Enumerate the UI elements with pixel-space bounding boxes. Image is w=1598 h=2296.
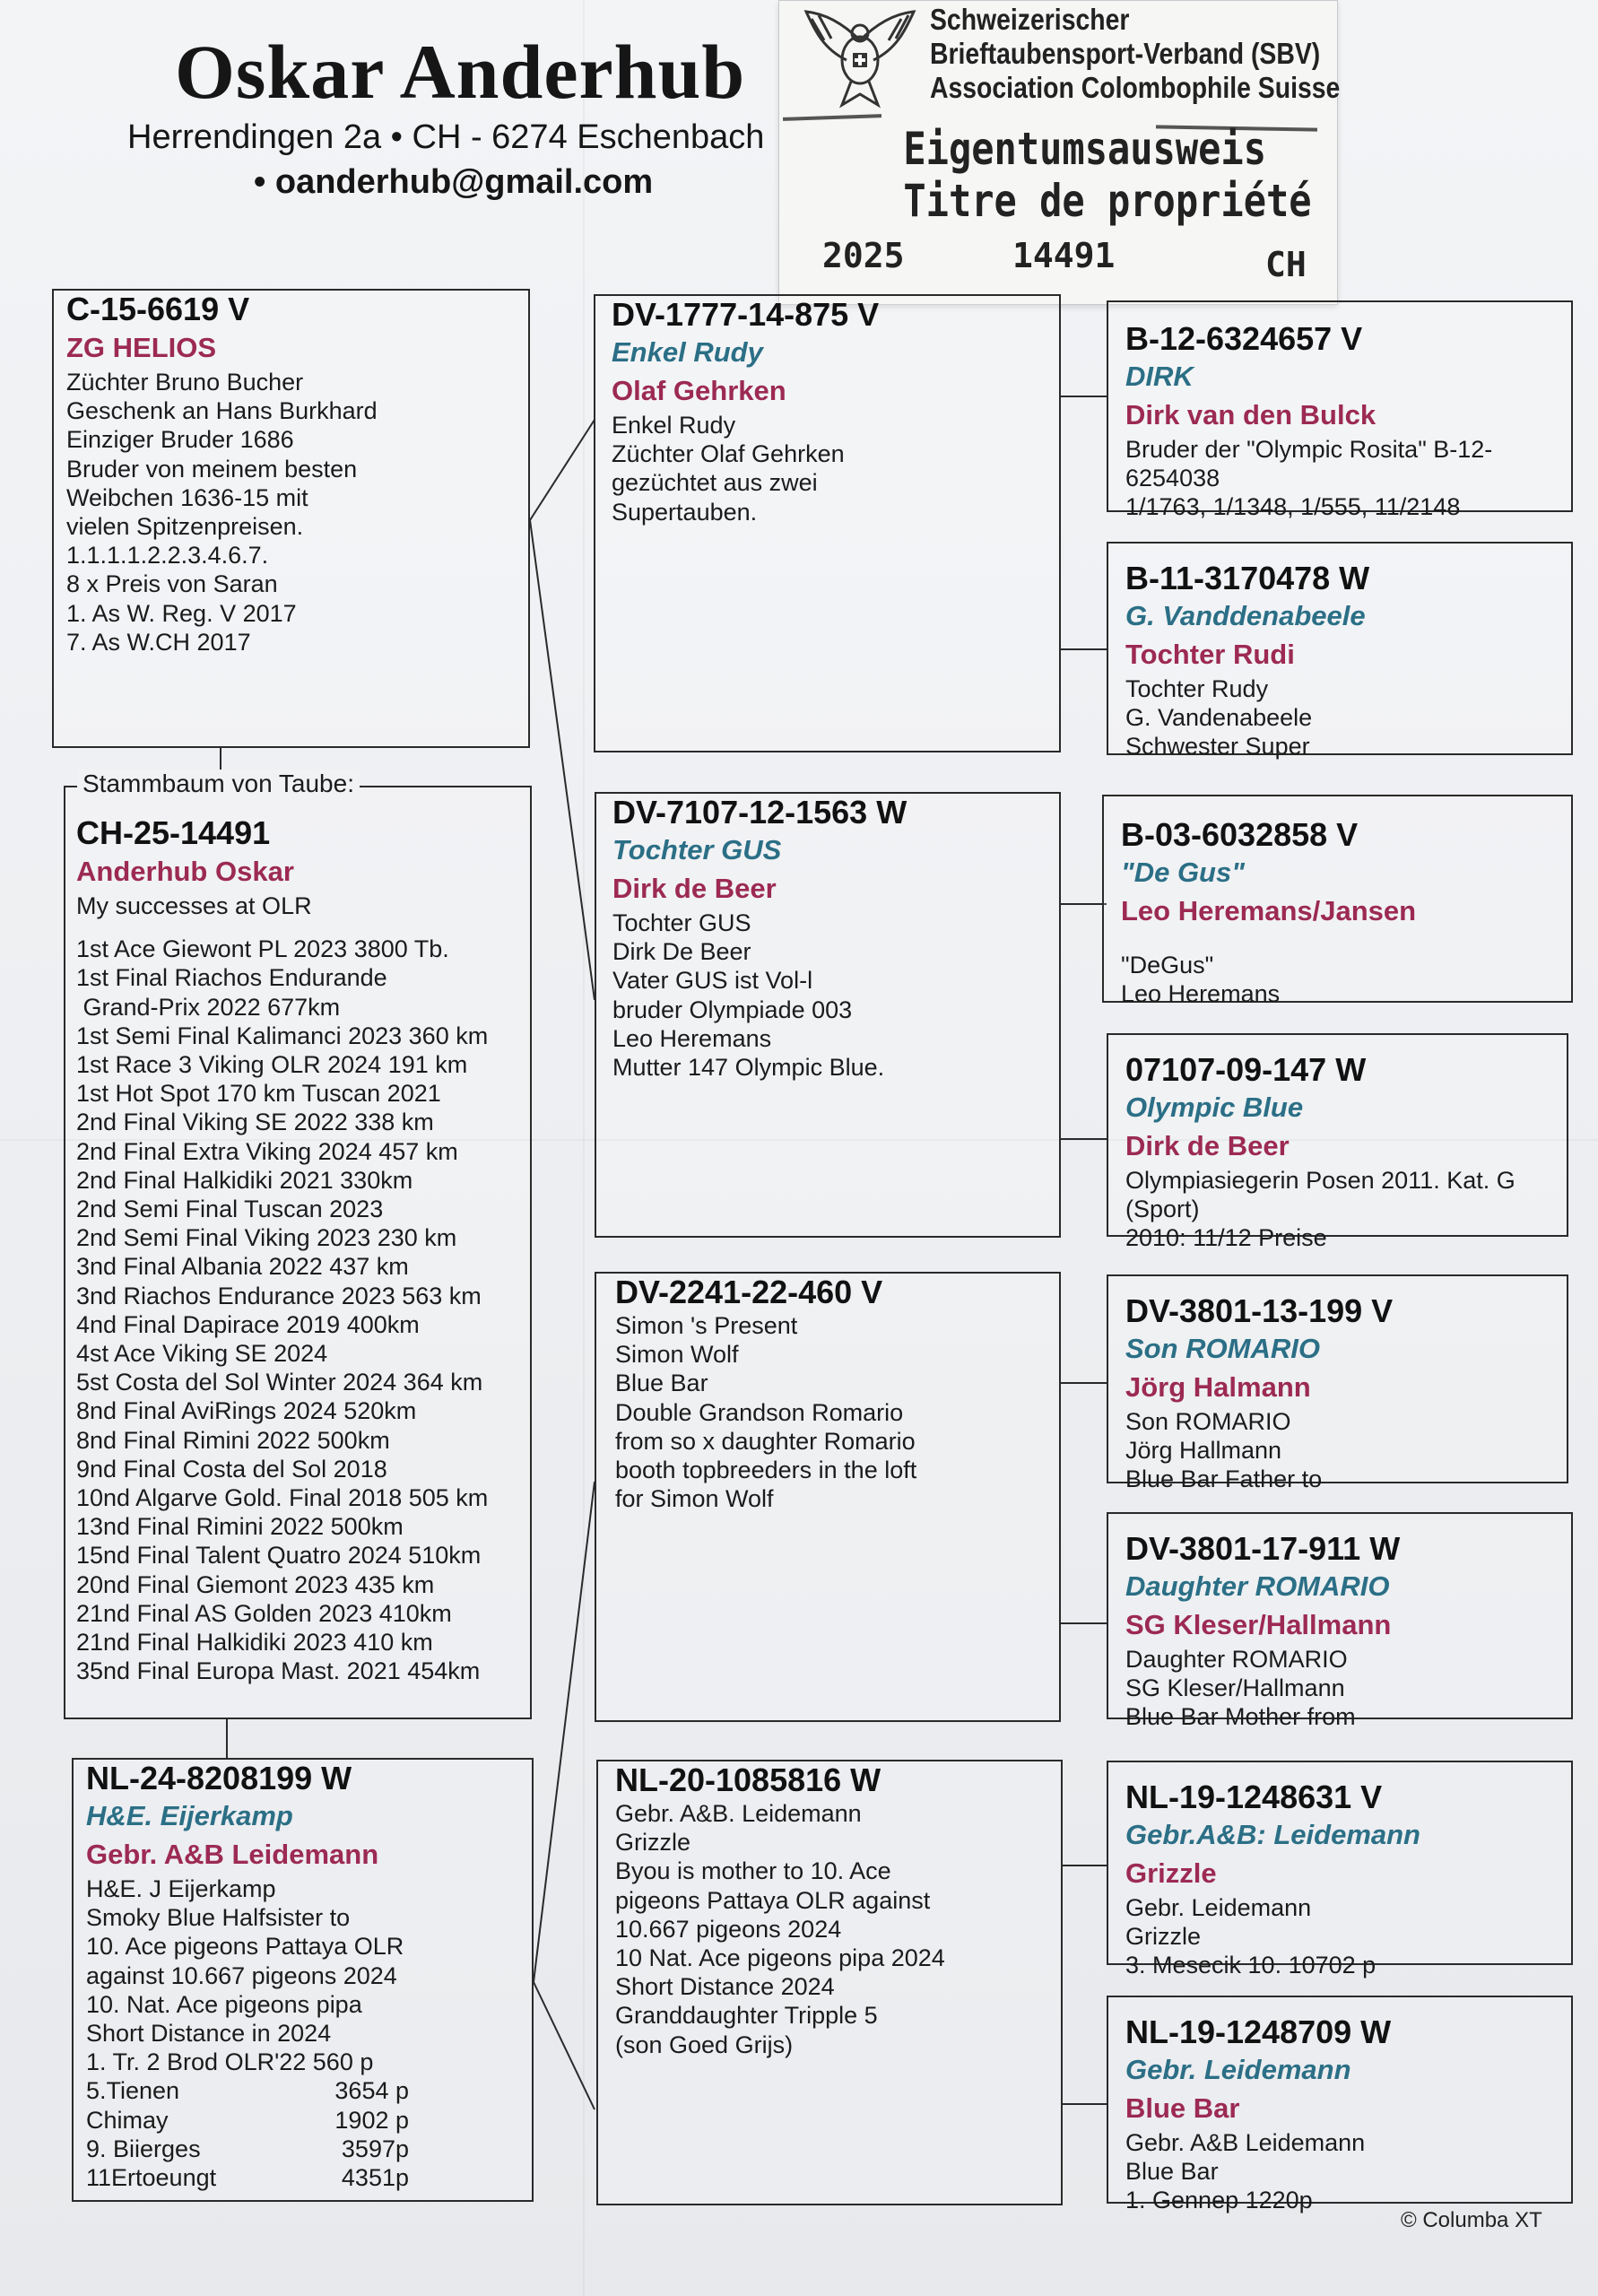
result-line: 1st Ace Giewont PL 2023 3800 Tb. [76,935,449,963]
note-line: from so x daughter Romario [615,1427,916,1455]
pigeon-name: Son ROMARIO [1125,1333,1320,1364]
result-line: 35nd Final Europa Mast. 2021 454km [76,1657,481,1685]
note-line: 10. Nat. Ace pigeons pipa [86,1990,362,2018]
note-line: Enkel Rudy [612,412,736,439]
association-name [930,3,1340,105]
subject-pigeon-box [64,786,532,1719]
association-line-2: Brieftaubensport-Verband (SBV) [930,37,1321,70]
note-line: Grizzle [1125,1923,1202,1951]
ring-number: C-15-6619 V [66,291,250,327]
ring-number: DV-1777-14-875 V [612,296,880,333]
result-line: 2nd Final Extra Viking 2024 457 km [76,1137,458,1165]
spacer [76,920,523,935]
note-line: Supertauben. [612,498,758,526]
note-line: 10.667 pigeons 2024 [615,1915,842,1943]
result-line: 21nd Final AS Golden 2023 410km [76,1599,452,1627]
note-line: Blue Bar [1125,2158,1219,2186]
note-line: Blue Bar [615,1370,708,1397]
certificate-title-de: Eigentumsausweis [903,123,1266,175]
note-line: Leo Heremans [1121,980,1281,1008]
race-name: Chimay [86,2106,169,2134]
certificate-title-fr: Titre de propriété [903,175,1312,227]
note-line: 1.1.1.1.2.2.3.4.6.7. [66,542,269,570]
sire-dam-box [595,792,1061,1238]
owner-email: • oanderhub@gmail.com [254,163,654,201]
ggp-box-dss [1107,1274,1568,1493]
note-line: (Sport) [1125,1196,1200,1223]
result-line: Grand-Prix 2022 677km [76,993,341,1021]
note-line: Daughter ROMARIO [1125,1646,1348,1673]
pigeon-name: Olympic Blue [1125,1091,1304,1123]
note-line: Grizzle [615,1829,691,1857]
breeder-name: Gebr. A&B Leidemann [86,1839,379,1870]
note-line: against 10.667 pigeons 2024 [86,1961,397,1989]
result-line: 1st Final Riachos Endurande [76,964,387,992]
result-row [86,2106,525,2135]
race-name: 5.Tienen [86,2077,180,2105]
note-line: Smoky Blue Halfsister to [86,1904,351,1932]
note-line: Short Distance in 2024 [86,2020,332,2048]
note-line: Gebr. Leidemann [1125,1894,1312,1921]
ggp-box-sdd [1107,1033,1568,1252]
ring-number: 07107-09-147 W [1125,1051,1367,1088]
note-line: 1. Tr. 2 Brod OLR'22 560 p [86,2048,374,2076]
dam-dam-box [596,1760,1063,2205]
note-line: 6254038 [1125,465,1220,492]
ring-number: NL-19-1248631 V [1125,1779,1383,1815]
association-line-3: Association Colombophile Suisse [930,71,1341,104]
result-line: 15nd Final Talent Quatro 2024 510km [76,1542,482,1570]
note-line: Dirk De Beer [612,938,751,966]
result-line: 1st Hot Spot 170 km Tuscan 2021 [76,1080,441,1108]
pedigree-label: Stammbaum von Taube: [77,770,360,798]
pigeon-name: Gebr.A&B: Leidemann [1125,1819,1420,1850]
ownership-certificate [778,0,1341,305]
breeder-name: Dirk de Beer [1125,1130,1290,1161]
result-line: 4nd Final Dapirace 2019 400km [76,1310,420,1338]
note-line: booth topbreeders in the loft [615,1457,917,1484]
association-line-1: Schweizerischer [930,3,1130,36]
breeder-name: Dirk van den Bulck [1125,399,1377,430]
race-entries: 4351p [341,2164,409,2192]
pigeon-name: ZG HELIOS [66,332,217,363]
copyright-notice: © Columba XT [1401,2208,1542,2232]
note-line: (son Goed Grijs) [615,2031,794,2058]
result-line: 5st Costa del Sol Winter 2024 364 km [76,1369,483,1396]
note-line: 1/1763, 1/1348, 1/555, 11/2148 [1125,493,1461,521]
ggp-box-dds [1107,1761,1573,1979]
result-line: 2nd Semi Final Viking 2023 230 km [76,1224,457,1252]
note-line: Bruder der "Olympic Rosita" B-12- [1125,436,1493,463]
result-row [86,2163,525,2192]
breeder-name: SG Kleser/Hallmann [1125,1609,1392,1640]
note-line: 2010: 11/12 Preise [1125,1224,1327,1252]
result-line: 2nd Semi Final Tuscan 2023 [76,1196,384,1223]
pigeon-name: "De Gus" [1121,857,1245,888]
note-line: 7. As W.CH 2017 [66,628,251,656]
result-line: 3nd Final Albania 2022 437 km [76,1253,409,1281]
note-line: vielen Spitzenpreisen. [66,513,304,541]
note-line: Züchter Bruno Bucher [66,369,304,396]
note-line: Geschenk an Hans Burkhard [66,397,378,425]
result-line: 9nd Final Costa del Sol 2018 [76,1455,387,1483]
pigeon-name: Enkel Rudy [612,336,763,368]
ggp-box-ddd [1107,1996,1573,2214]
result-line: 13nd Final Rimini 2022 500km [76,1513,404,1541]
note-line: Granddaughter Tripple 5 [615,2002,878,2030]
note-line: Son ROMARIO [1125,1408,1291,1435]
ring-number: B-03-6032858 V [1121,816,1359,853]
note-line: Tochter GUS [612,909,751,936]
note-line: pigeons Pattaya OLR against [615,1886,931,1914]
ring-number: DV-3801-13-199 V [1125,1292,1394,1329]
note-line: Weibchen 1636-15 mit [66,483,308,511]
note-line: 10. Ace pigeons Pattaya OLR [86,1933,404,1961]
spacer [1121,931,1562,951]
note-line: Olympiasiegerin Posen 2011. Kat. G [1125,1167,1515,1194]
pigeon-name: Tochter GUS [612,834,782,865]
note-line: 1. As W. Reg. V 2017 [66,599,297,627]
note-line: Blue Bar Mother from [1125,1703,1356,1731]
breeder-name: Dirk de Beer [612,873,777,904]
breeder-name: Blue Bar [1125,2092,1240,2124]
ring-number: NL-20-1085816 W [615,1761,882,1798]
breeder-name: Olaf Gehrken [612,375,786,406]
note-line: Double Grandson Romario [615,1398,904,1426]
note-line: Gebr. A&B Leidemann [1125,2129,1366,2156]
decorative-stroke [783,114,882,121]
ggp-box-sss [1107,300,1573,521]
note-line: Blue Bar Father to [1125,1465,1323,1493]
ring-number: DV-7107-12-1563 W [612,794,908,831]
note-line: 10 Nat. Ace pigeons pipa 2024 [615,1944,945,1972]
ggp-box-dsd [1107,1512,1573,1731]
race-name: 9. Biierges [86,2135,201,2162]
result-line: 20nd Final Giemont 2023 435 km [76,1570,435,1598]
ggp-box-ssd [1107,542,1573,761]
note-line: for Simon Wolf [615,1485,774,1513]
owner-name: Oskar Anderhub [175,29,746,115]
note-line: Byou is mother to 10. Ace [615,1857,891,1885]
note-line: Züchter Olaf Gehrken [612,440,845,468]
note-line: 3. Mesecik 10. 10702 p [1125,1952,1377,1979]
note-line: gezüchtet aus zwei [612,469,818,497]
breeder-name: Jörg Halmann [1125,1371,1311,1403]
note-line: Bruder von meinem besten [66,455,358,483]
result-line: 2nd Final Viking SE 2022 338 km [76,1109,434,1136]
ring-number: CH-25-14491 [76,814,271,851]
result-line: 21nd Final Halkidiki 2023 410 km [76,1629,433,1657]
result-line: 10nd Algarve Gold. Final 2018 505 km [76,1484,489,1512]
note-line: SG Kleser/Hallmann [1125,1674,1345,1702]
note-line: Short Distance 2024 [615,1973,835,2001]
ring-number: B-12-6324657 V [1125,320,1363,357]
pigeon-logo-icon [797,4,923,110]
note-line: Gebr. A&B. Leidemann [615,1800,862,1827]
ring-number: NL-19-1248709 W [1125,2013,1392,2050]
breeder-name: Leo Heremans/Jansen [1121,895,1417,926]
note-line: "DeGus" [1121,952,1214,978]
ring-number: B-11-3170478 W [1125,560,1370,596]
sire-box [52,289,530,748]
ring-number: DV-2241-22-460 V [615,1274,883,1310]
race-name: 11Ertoeungt [86,2164,217,2192]
certificate-country: CH [1265,245,1307,284]
note-line: Leo Heremans [612,1024,772,1052]
note-line: H&E. J Eijerkamp [86,1875,276,1902]
result-line: 8nd Final Rimini 2022 500km [76,1426,390,1454]
note-line: G. Vandenabeele [1125,704,1313,732]
note-line: Schwester Super [1125,733,1310,761]
result-line: 1st Race 3 Viking OLR 2024 191 km [76,1051,468,1079]
result-line: 3nd Riachos Endurance 2023 563 km [76,1282,482,1309]
result-row [86,2135,525,2163]
breeder-name: Grizzle [1125,1857,1217,1889]
note-line: Einziger Bruder 1686 [66,426,294,454]
result-line: 8nd Final AviRings 2024 520km [76,1397,417,1425]
dam-box [72,1758,534,2202]
certificate-year: 2025 [822,236,905,275]
note-line: Vater GUS ist Vol-l [612,967,813,995]
breeder-name: Anderhub Oskar [76,856,294,887]
pigeon-name: DIRK [1125,361,1194,392]
result-line: 2nd Final Halkidiki 2021 330km [76,1166,413,1194]
note-line: My successes at OLR [76,892,312,919]
race-entries: 3654 p [334,2077,409,2105]
result-line: 4st Ace Viking SE 2024 [76,1340,328,1368]
pigeon-name: H&E. Eijerkamp [86,1800,293,1831]
note-line: 1. Gennep 1220p [1125,2187,1313,2214]
ggp-box-sds [1102,795,1573,1008]
note-line: Mutter 147 Olympic Blue. [612,1054,885,1082]
race-entries: 3597p [341,2135,409,2162]
note-line: Jörg Hallmann [1125,1437,1282,1465]
dam-sire-box [595,1272,1061,1722]
sire-sire-box [594,294,1061,752]
result-line: 1st Semi Final Kalimanci 2023 360 km [76,1022,489,1049]
ring-number: NL-24-8208199 W [86,1760,352,1796]
ring-number: DV-3801-17-911 W [1125,1530,1401,1567]
breeder-name: Tochter Rudi [1125,639,1295,670]
pigeon-name: Gebr. Leidemann [1125,2054,1351,2085]
note-line: Simon Wolf [615,1341,739,1369]
certificate-number: 14491 [1012,236,1116,275]
note-line: 8 x Preis von Saran [66,570,278,598]
note-line: Simon 's Present [615,1312,798,1339]
note-line: bruder Olympiade 003 [612,996,853,1023]
note-line: Tochter Rudy [1125,675,1269,702]
pigeon-name: Daughter ROMARIO [1125,1570,1390,1602]
result-row [86,2076,525,2105]
owner-address: Herrendingen 2a • CH - 6274 Eschenbach [127,118,765,156]
race-entries: 1902 p [334,2106,409,2134]
pigeon-name: G. Vanddenabeele [1125,600,1366,631]
